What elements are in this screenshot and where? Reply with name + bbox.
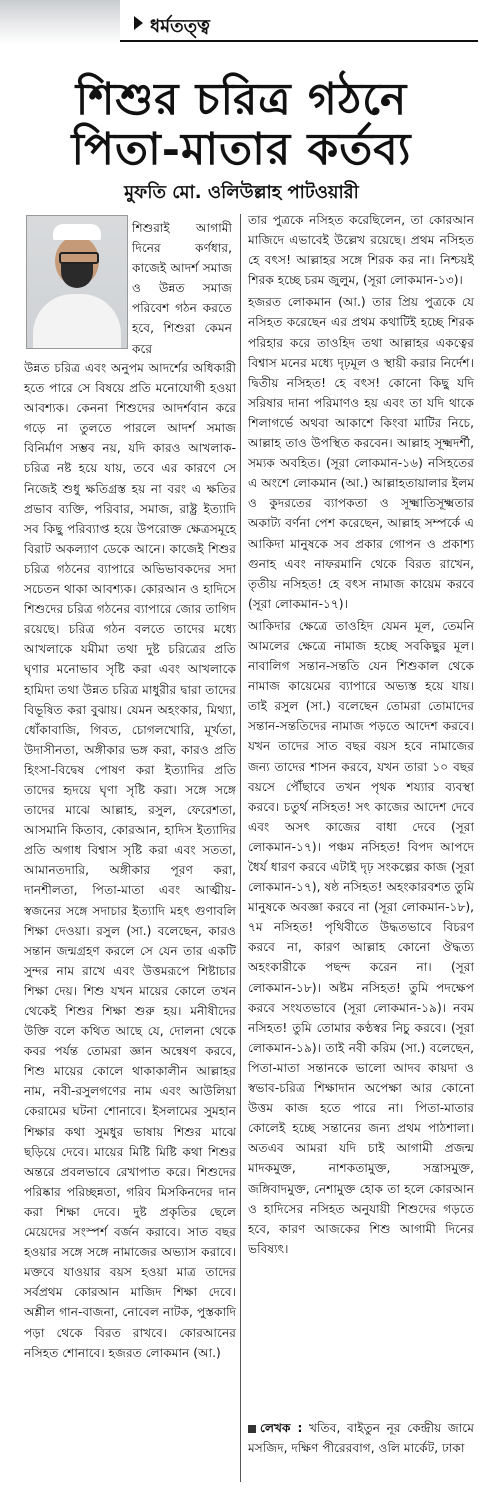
writer-note: [248, 1418, 474, 1458]
column-2-paragraph-1: তার পুত্রকে নসিহত করেছিলেন, তা কোরআন মাজিদে এভাবেই উল্লেখ রয়েছে। প্রথম নসিহত হে বৎস! আল্লাহর সঙ্গে শিরক কর না। নিশ্চয়ই শিরক হচ্ছে চরম জুলুম, (সূরা লোকমান-১৩)।: [248, 213, 474, 288]
writer-affiliation: খতিব, বাইতুন নূর কেন্দ্রীয় জামে মসজিদ, দক্ষিণ পীরেরবাগ, ওলি মার্কেট, ঢাকা: [248, 1421, 474, 1455]
author-photo: [26, 215, 128, 349]
column-2-paragraph-3: আকিদার ক্ষেত্রে তাওহিদ যেমন মূল, তেমনি আমলের ক্ষেত্রে নামাজ হচ্ছে সবকিছুর মূল। নাবালিগ সন্তান-সন্ততি যেন শিশুকাল থেকে নামাজ কায়েমের ব্যাপারে অভ্যস্ত হয়ে যায়। তাই রসুল (সা.) বলেছেন তোমরা তোমাদের সন্তান-সন্ততিদের নামাজ পড়তে আদেশ করবে। যখন তাদের সাত বছর বয়স হবে নামাজের জন্য তাদের শাসন করবে, যখন তারা ১০ বছর বয়সে পৌঁছাবে তখন পৃথক শয্যার ব্যবস্থা করবে। চতুর্থ নসিহত! সৎ কাজের আদেশ দেবে এবং অসৎ কাজের বাধা দেবে (সূরা লোকমান-১৭)। পঞ্চম নসিহত! বিপদ আপদে ধৈর্য ধারণ করবে এটাই দৃঢ় সংকল্পের কাজ (সূরা লোকমান-১৭), ষষ্ঠ নসিহত! অহংকারবশত তুমি মানুষকে অবজ্ঞা করবে না (সূরা লোকমান-১৮), ৭ম নসিহত! পৃথিবীতে উদ্ধতভাবে বিচরণ করবে না, কারণ আল্লাহ কোনো ঔদ্ধত্য অহংকারীকে পছন্দ করেন না। (সূরা লোকমান-১৮)। অষ্টম নসিহত! তুমি পদক্ষেপ করবে সংযতভাবে (সূরা লোকমান-১৯)। নবম নসিহত! তুমি তোমার কণ্ঠস্বর নিচু করবে। (সূরা লোকমান-১৯)। তাই নবী করিম (সা.) বলেছেন, পিতা-মাতা সন্তানকে ভালো আদব কায়দা ও স্বভাব-চরিত্র শিক্ষাদান অপেক্ষা আর কোনো উত্তম কাজ হতে পারে না। পিতা-মাতার কোলেই হচ্ছে সন্তানের জন্য প্রথম পাঠশালা। অতএব আমরা যদি চাই আগামী প্রজন্ম মাদকমুক্ত, নাশকতামুক্ত, সন্ত্রাসমুক্ত, জঙ্গিবাদমুক্ত, নেশামুক্ত হোক তা হলে কোরআন ও হাদিসের নসিহত অনুযায়ী শিশুদের গড়তে হবে, কারণ আজকের শিশু আগামী দিনের ভবিষ্যৎ।: [248, 618, 474, 1256]
headline-line-2: পিতা-মাতার কর্তব্য: [71, 124, 412, 175]
column-1-body: উন্নত চরিত্র এবং অনুপম আদর্শের অধিকারী হতে পারে সে বিষয়ে প্রতি মনোযোগী হওয়া আবশ্যক। কেননা শিশুদের আদর্শবান করে গড়ে না তুলতে পারলে আদর্শ সমাজ বিনির্মাণ সম্ভব নয়, যদি কারও আখলাক-চরিত্র নষ্ট হয়ে যায়, তবে এর কারণে সে নিজেই শুধু ক্ষতিগ্রস্ত হয় না বরং এ ক্ষতির প্রভাব ব্যক্তি, পরিবার, সমাজ, রাষ্ট্র ইত্যাদি সব কিছু পরিব্যাপ্ত হয়ে উপরোক্ত ক্ষেত্রসমূহে বিরাট অকল্যাণ ডেকে আনে। কাজেই শিশুর চরিত্র গঠনের ব্যাপারে অভিভাবকদের সদা সচেতন থাকা আবশ্যক। কোরআন ও হাদিসে শিশুদের চরিত্র গঠনের ব্যাপারে জোর তাগিদ রয়েছে। চরিত্র গঠন বলতে তাদের মধ্যে আখলাকে যমীমা তথা দুষ্ট চরিত্রের প্রতি ঘৃণার মনোভাব সৃষ্টি করা এবং আখলাকে হামিদা তথা উন্নত চরিত্র মাধুরীর দ্বারা তাদের বিভূষিত করা বুঝায়। যেমন অহংকার, মিথ্যা, ধোঁকাবাজি, গিবত, চোগলখোরি, মূর্খতা, উদাসীনতা, অঙ্গীকার ভঙ্গ করা, কারও প্রতি হিংসা-বিদ্বেষ পোষণ করা ইত্যাদির প্রতি তাদের হৃদয়ে ঘৃণা সৃষ্টি করা। সঙ্গে সঙ্গে তাদের মাঝে আল্লাহ, রসুল, ফেরেশতা, আসমানি কিতাব, কোরআন, হাদিস ইত্যাদির প্রতি অগাধ বিশ্বাস সৃষ্টি করা এবং সততা, আমানতদারি, অঙ্গীকার পূরণ করা, দানশীলতা, পিতা-মাতা এবং আত্মীয়-স্বজনের সঙ্গে সদাচার ইত্যাদি মহৎ গুণাবলি শিক্ষা দেওয়া। রসুল (সা.) বলেছেন, কারও সন্তান জন্মগ্রহণ করলে সে যেন তার একটি সুন্দর নাম রাখে এবং উত্তমরূপে শিষ্টাচার শিক্ষা দেয়। শিশু যখন মায়ের কোলে তখন থেকেই শিশুর শিক্ষা শুরু হয়। মনীষীদের উক্তি বলে কথিত আছে যে, দোলনা থেকে কবর পর্যন্ত তোমরা জ্ঞান অন্বেষণ করবে, শিশু মায়ের কোলে থাকাকালীন আল্লাহর নাম, নবী-রসুলগণের নাম এবং আউলিয়া কেরামের ঘটনা শোনাবে। ইসলামের সুমহান শিক্ষার কথা সুমধুর ভাষায় শিশুর মাঝে ছড়িয়ে দেবে। মায়ের মিষ্টি মিষ্টি কথা শিশুর অন্তরে প্রবলভাবে রেখাপাত করে। শিশুদের পরিষ্কার পরিচ্ছন্নতা, গরিব মিসকিনদের দান করা শিক্ষা দেবে। দুষ্ট প্রকৃতির ছেলে মেয়েদের সংস্পর্শ বর্জন করাবে। সাত বছর হওয়ার সঙ্গে সঙ্গে নামাজের অভ্যাস করাবে। মক্তবে যাওয়ার বয়স হওয়া মাত্র তাদের সর্বপ্রথম কোরআন মাজিদ শিক্ষা দেবে। অশ্লীল গান-বাজনা, নোবেল নাটক, পুস্তকাদি পড়া থেকে বিরত রাখবে। কোরআনের নসিহত শোনাবে। হজরত লোকমান (আ.): [24, 361, 236, 1360]
column-2-paragraph-2: হজরত লোকমান (আ.) তার প্রিয় পুত্রকে যে নসিহত করেছেন এর প্রথম কথাটিই হচ্ছে শিরক পরিহার করে তাওহিদ তথা আল্লাহর একত্বের বিশ্বাস মনের মধ্যে দৃঢ়মূল ও স্থায়ী করার নির্দেশ। দ্বিতীয় নসিহত! হে বৎস! কোনো কিছু যদি সরিষার দানা পরিমাণও হয় এবং তা যদি থাকে শিলাগর্ভে অথবা আকাশে কিংবা মাটির নিচে, আল্লাহ তাও উপস্থিত করবেন। আল্লাহ সূক্ষ্মদর্শী, সম্যক অবহিত। (সূরা লোকমান-১৬) নসিহতের এ অংশে লোকমান (আ.) আল্লাহতায়ালার ইলম ও কুদরতের ব্যাপকতা ও সূক্ষ্মাতিসূক্ষ্মতার অকাট্য বর্ণনা পেশ করেছেন, আল্লাহ সম্পর্কে এ আকিদা মানুষকে সব প্রকার গোপন ও প্রকাশ্য গুনাহ এবং নাফরমানি থেকে বিরত রাখেন, তৃতীয় নসিহত! হে বৎস নামাজ কায়েম করবে (সূরা লোকমান-১৭)।: [248, 295, 474, 611]
section-arrow-icon: [134, 16, 143, 30]
section-tag: ধর্মতত্ত্ব: [150, 16, 210, 37]
header-divider: [120, 40, 478, 42]
headline-line-1: শিশুর চরিত্র গঠনে: [75, 74, 408, 125]
bullet-square-icon: [248, 1425, 256, 1433]
section-header: [0, 0, 483, 44]
author-byline: মুফতি মো. ওলিউল্লাহ পাটওয়ারী: [124, 182, 359, 203]
column-1-intro: শিশুরাই আগামী দিনের কর্ণধার, কাজেই আদর্শ সমাজ ও উন্নত সমাজ পরিবেশ গঠন করতে হবে, শিশুরা কেমন করে: [132, 221, 232, 356]
column-divider: [240, 214, 241, 1482]
column-2: [248, 210, 474, 1261]
writer-label: লেখক :: [260, 1421, 303, 1435]
mosque-banner-image: [0, 0, 120, 44]
